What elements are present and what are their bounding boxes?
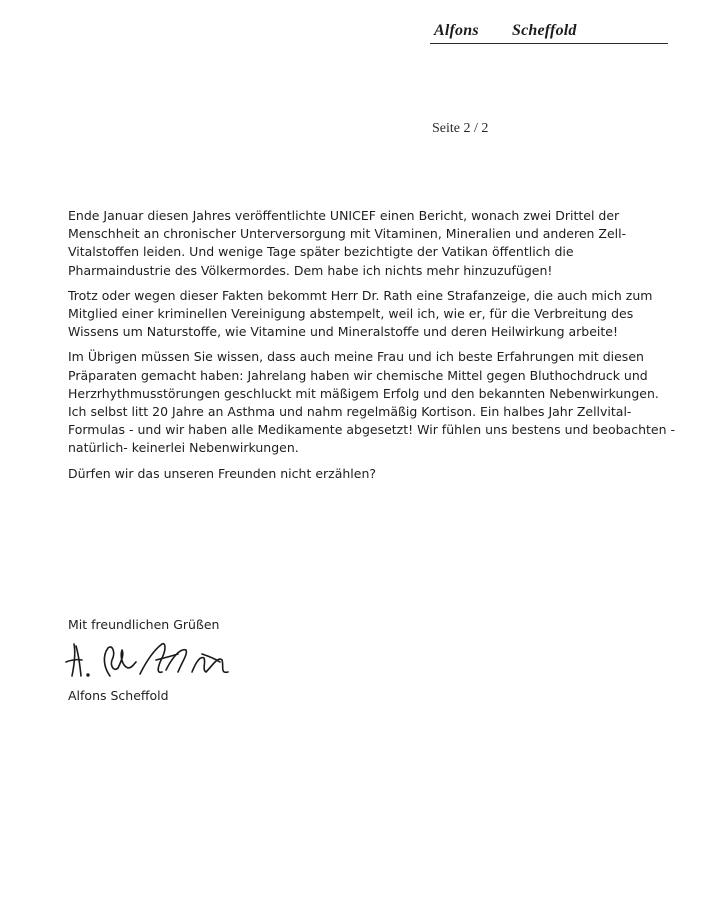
paragraph-3: Im Übrigen müssen Sie wissen, dass auch meine Frau und ich beste Erfahrungen mit diesen Präparaten gemacht haben: Jahrelang haben wir chemische Mittel gegen Bluthochdruck und Herzrhythmusstörungen geschluckt mit mäßigem Erfolg und den bekannten Nebenwirkungen. Ich selbst litt 20 Jahre an Asthma und nahm regelmäßig Kortison. Ein halbes Jahr Zellvital-Formulas - und wir haben alle Medikamente abgesetzt! Wir fühlen uns bestens und beobachten -natürlich- keinerlei Nebenwirkungen.: [68, 349, 675, 456]
closing-salutation: Mit freundlichen Grüßen: [68, 617, 220, 632]
letter-body: [68, 207, 678, 490]
page-number: Seite 2 / 2: [432, 121, 489, 136]
paragraph-4: Dürfen wir das unseren Freunden nicht erzählen?: [68, 465, 377, 481]
signer-name: Alfons Scheffold: [68, 688, 169, 703]
letterhead-first-name: Alfons: [434, 22, 479, 39]
letterhead-rule: [430, 43, 668, 44]
letterhead-last-name: Scheffold: [512, 22, 577, 39]
paragraph-1: Ende Januar diesen Jahres veröffentlichte UNICEF einen Bericht, wonach zwei Drittel der Menschheit an chronischer Unterversorgung mit Vitaminen, Mineralien und anderen Zell-Vitalstoffen leiden. Und wenige Tage später bezichtigte der Vatikan öffentlich die Pharmaindustrie des Völkermordes. Dem habe ich nichts mehr hinzuzufügen!: [68, 208, 627, 278]
paragraph-2: Trotz oder wegen dieser Fakten bekommt Herr Dr. Rath eine Strafanzeige, die auch mich zum Mitglied einer kriminellen Vereinigung abstempelt, weil ich, wie er, für die Verbreitung des Wissens um Naturstoffe, wie Vitamine und Mineralstoffe und deren Heilwirkung arbeite!: [68, 287, 653, 340]
handwritten-signature: [62, 632, 252, 690]
